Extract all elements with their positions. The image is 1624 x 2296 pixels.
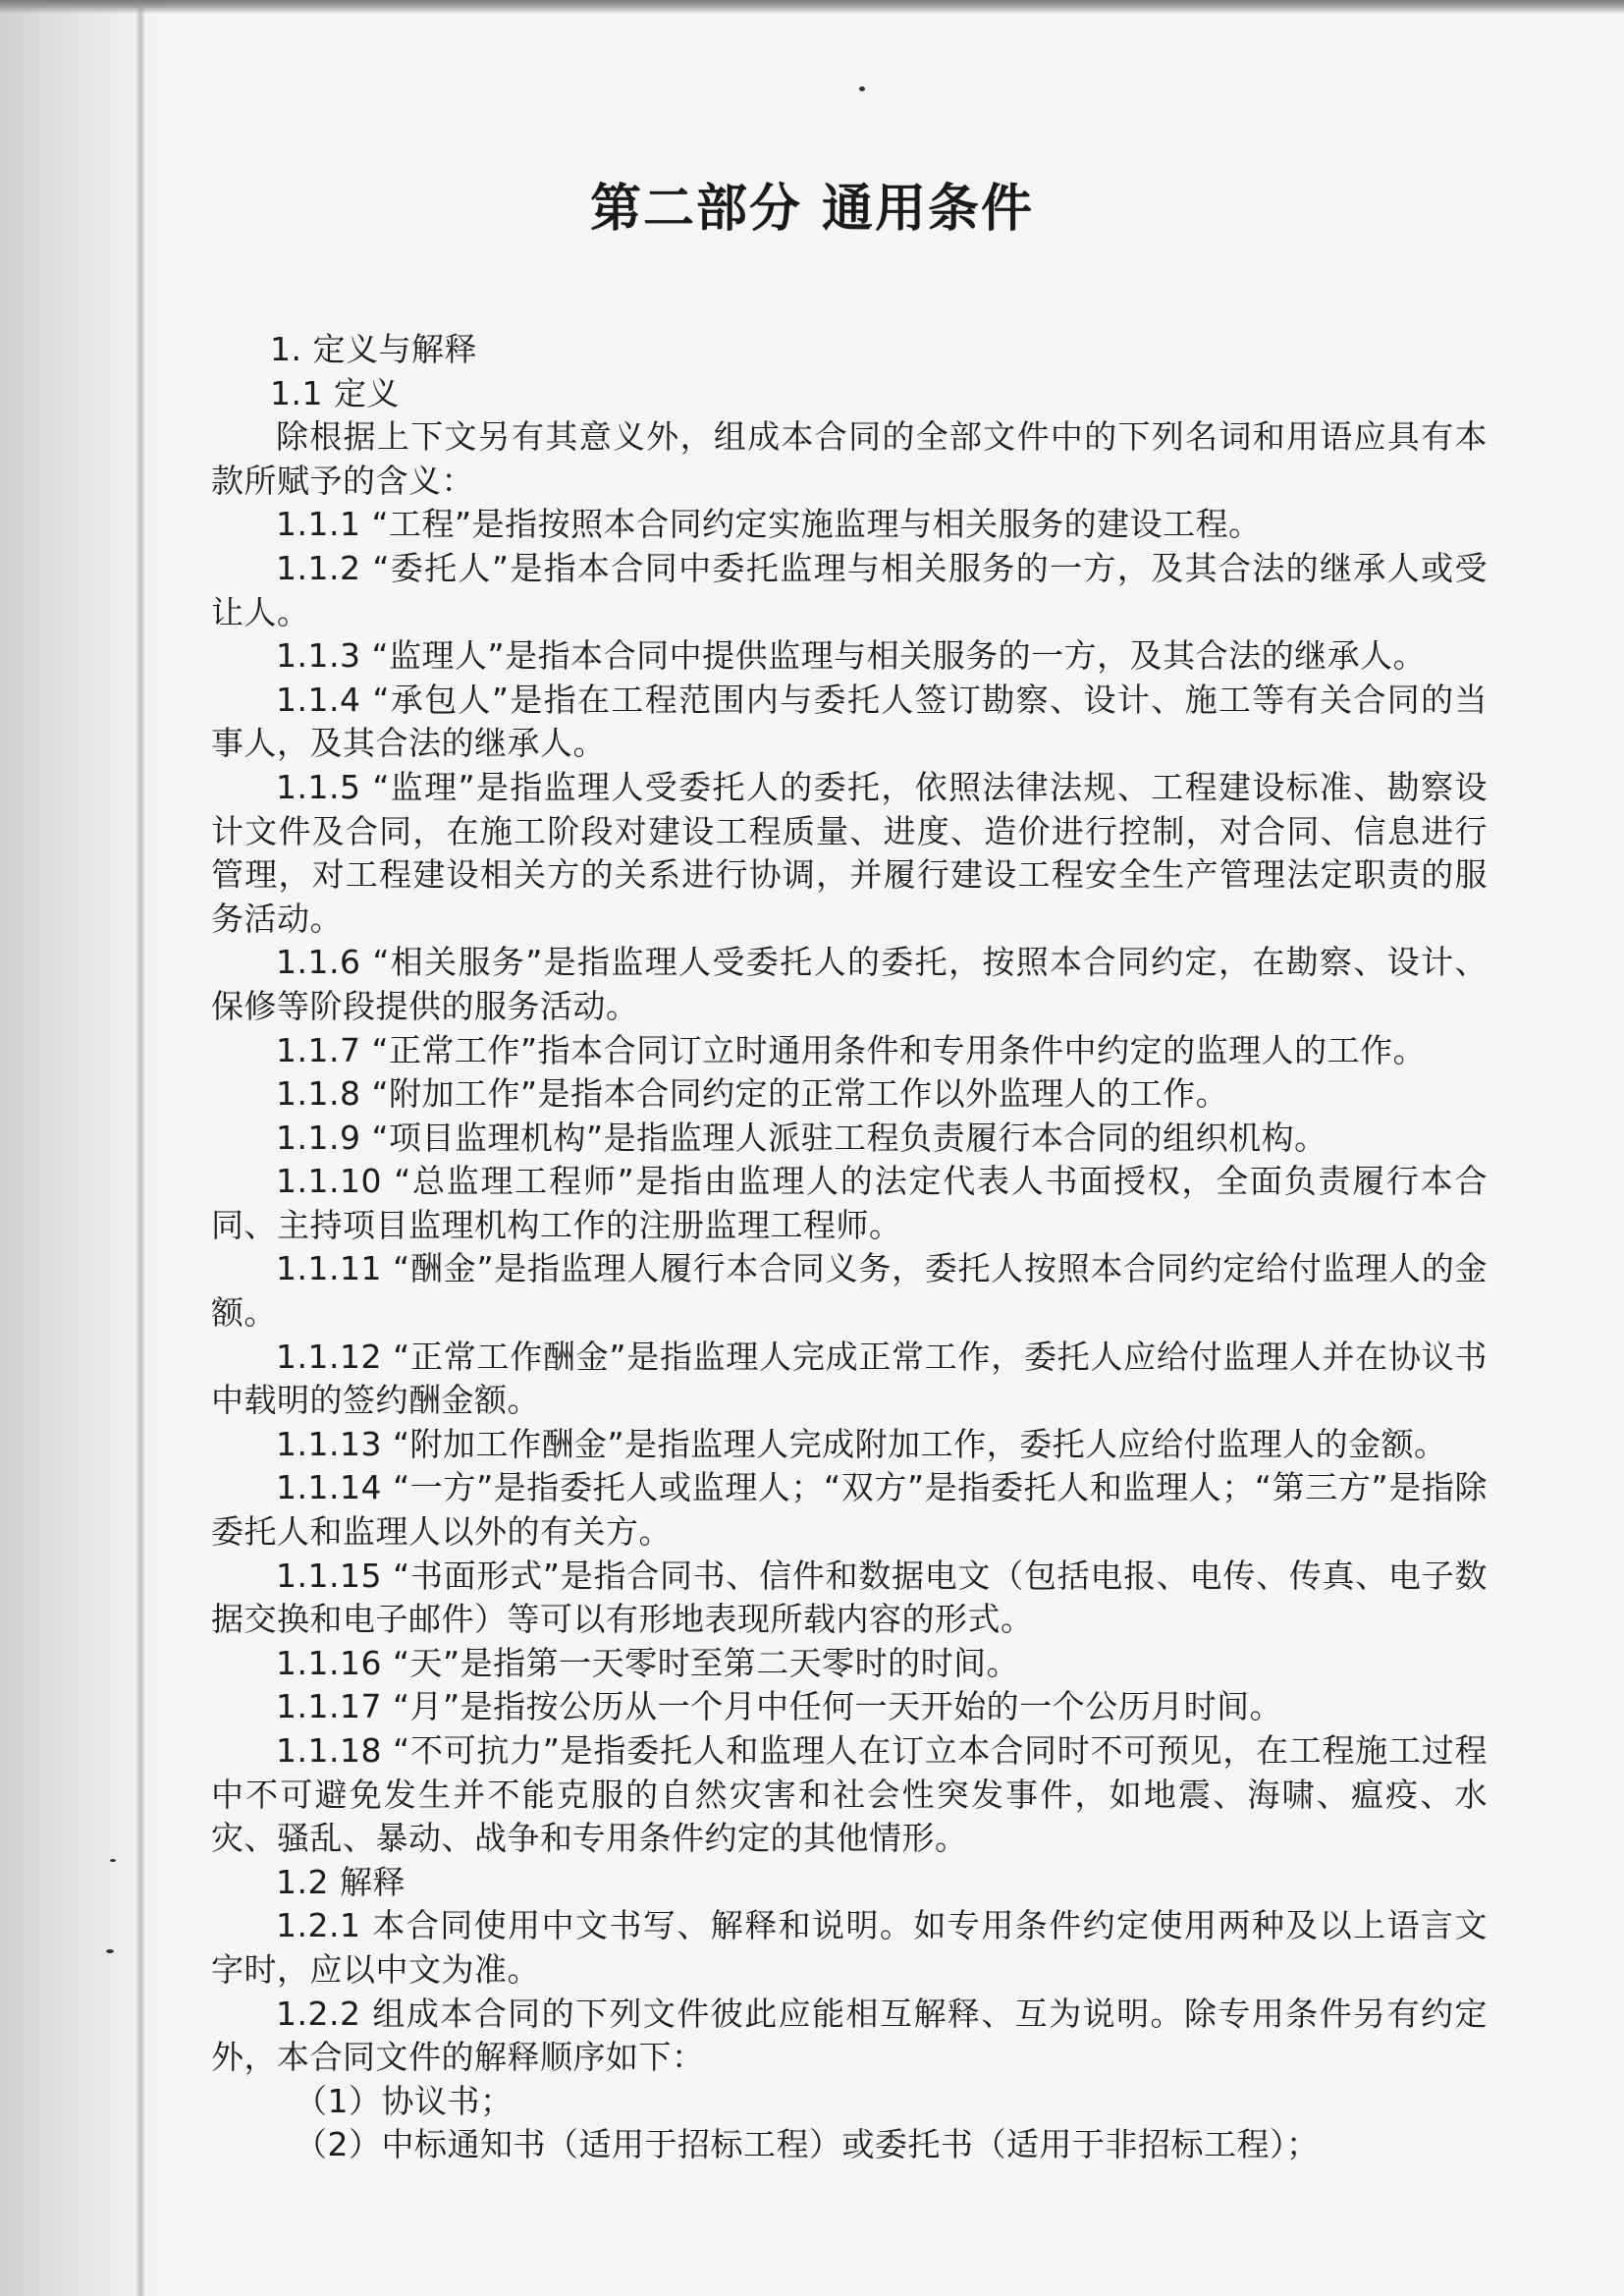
paragraph: 1.2 解释 (276, 1862, 406, 1901)
paragraph: 1.1.1 “工程”是指按照本合同约定实施监理与相关服务的建设工程。 (276, 505, 1262, 544)
paragraph: 1.1.8 “附加工作”是指本合同约定的正常工作以外监理人的工作。 (276, 1074, 1229, 1114)
paragraph: 1.1.3 “监理人”是指本合同中提供监理与相关服务的一方，及其合法的继承人。 (276, 636, 1427, 676)
scan-speck (110, 1859, 116, 1862)
paragraph: 1.2.2 组成本合同的下列文件彼此应能相互解释、互为说明。除专用条件另有约定外，本合同文件的解释顺序如下： (211, 1994, 1488, 2077)
page-title: 第二部分 通用条件 (589, 180, 1035, 239)
paragraph: 1.1.16 “天”是指第一天零时至第二天零时的时间。 (276, 1643, 1020, 1682)
paragraph: 1.1.12 “正常工作酬金”是指监理人完成正常工作，委托人应给付监理人并在协议书中载明的签约酬金额。 (211, 1337, 1488, 1420)
scan-speck (859, 86, 865, 91)
paragraph: 1.1.14 “一方”是指委托人或监理人；“双方”是指委托人和监理人；“第三方”是指除委托人和监理人以外的有关方。 (211, 1468, 1488, 1552)
paragraph: 1.1.18 “不可抗力”是指委托人和监理人在订立本合同时不可预见，在工程施工过程中不可避免发生并不能克服的自然灾害和社会性突发事件，如地震、海啸、瘟疫、水灾、骚乱、暴动、战争和专用条件约定的其他情形。 (211, 1731, 1488, 1858)
paragraph: 除根据上下文另有其意义外，组成本合同的全部文件中的下列名词和用语应具有本款所赋予的含义： (211, 417, 1488, 500)
paragraph: 1.1 定义 (270, 373, 400, 412)
paragraph: 1.1.13 “附加工作酬金”是指监理人完成附加工作，委托人应给付监理人的金额。 (276, 1424, 1447, 1463)
paragraph: 1.1.7 “正常工作”指本合同订立时通用条件和专用条件中约定的监理人的工作。 (276, 1030, 1427, 1069)
scan-speck (106, 1949, 114, 1953)
paragraph: （1）协议书； (295, 2081, 514, 2120)
paragraph: 1.1.5 “监理”是指监理人受委托人的委托，依照法律法规、工程建设标准、勘察设计文件及合同，在施工阶段对建设工程质量、进度、造价进行控制，对合同、信息进行管理，对工程建设相关方的关系进行协调，并履行建设工程安全生产管理法定职责的服务活动。 (211, 767, 1488, 938)
top-scan-edge (0, 0, 1624, 14)
paragraph: 1.1.11 “酬金”是指监理人履行本合同义务，委托人按照本合同约定给付监理人的金额。 (211, 1249, 1488, 1333)
paragraph: 1.1.10 “总监理工程师”是指由监理人的法定代表人书面授权，全面负责履行本合同、主持项目监理机构工作的注册监理工程师。 (211, 1162, 1488, 1244)
paragraph: 1.1.17 “月”是指按公历从一个月中任何一天开始的一个公历月时间。 (276, 1687, 1283, 1726)
paragraph: 1. 定义与解释 (270, 330, 477, 368)
paragraph: 1.1.6 “相关服务”是指监理人受委托人的委托，按照本合同约定，在勘察、设计、保修等阶段提供的服务活动。 (211, 943, 1488, 1025)
paragraph: （2）中标通知书（适用于招标工程）或委托书（适用于非招标工程）； (295, 2125, 1320, 2164)
paragraph: 1.1.15 “书面形式”是指合同书、信件和数据电文（包括电报、电传、传真、电子数据交换和电子邮件）等可以有形地表现所载内容的形式。 (211, 1556, 1488, 1639)
paragraph: 1.1.2 “委托人”是指本合同中委托监理与相关服务的一方，及其合法的继承人或受让人。 (211, 548, 1488, 631)
paragraph: 1.1.9 “项目监理机构”是指监理人派驻工程负责履行本合同的组织机构。 (276, 1118, 1327, 1157)
binding-crease (135, 0, 145, 2296)
paragraph: 1.1.4 “承包人”是指在工程范围内与委托人签订勘察、设计、施工等有关合同的当事人，及其合法的继承人。 (211, 680, 1488, 763)
paragraph: 1.2.1 本合同使用中文书写、解释和说明。如专用条件约定使用两种及以上语言文字时，应以中文为准。 (211, 1906, 1488, 1989)
document-body (211, 328, 1488, 2167)
